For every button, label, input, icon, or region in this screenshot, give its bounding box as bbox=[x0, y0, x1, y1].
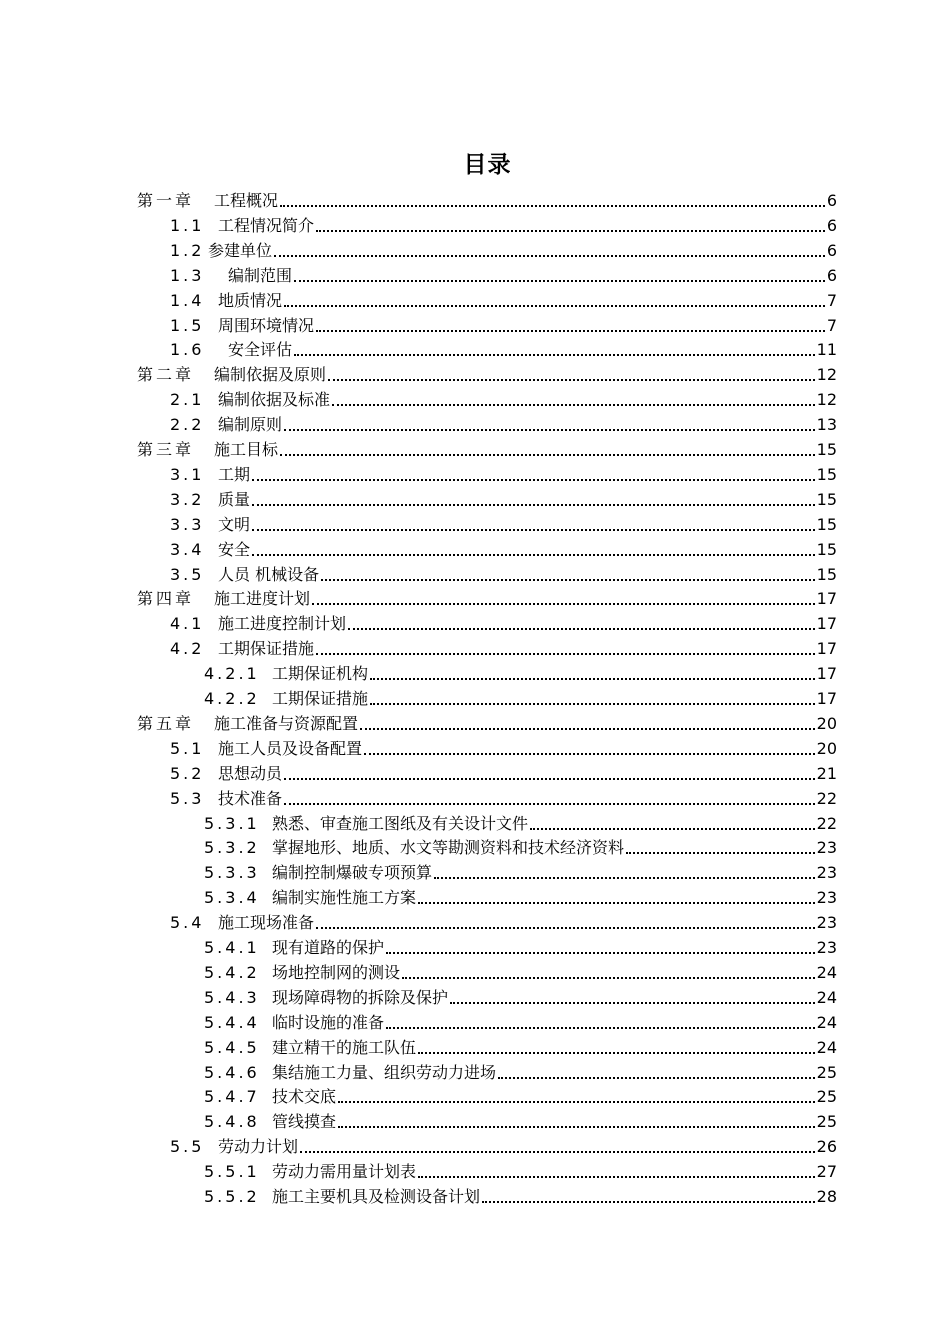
toc-entry-text bbox=[170, 337, 292, 362]
toc-entry-text bbox=[170, 213, 314, 238]
toc-entry-text bbox=[170, 611, 346, 636]
toc-entry-number: 1.2 bbox=[170, 240, 205, 260]
toc-entry-label: 编制控制爆破专项预算 bbox=[272, 863, 433, 883]
toc-entry-label: 编制依据及标准 bbox=[218, 390, 331, 410]
toc-entry-number: 第四章 bbox=[137, 589, 195, 609]
toc-entry[interactable] bbox=[0, 761, 950, 786]
toc-entry-text bbox=[204, 1109, 336, 1134]
toc-entry-page: 15 bbox=[816, 564, 837, 584]
toc-entry-text bbox=[204, 661, 368, 686]
toc-entry-label: 技术准备 bbox=[218, 788, 283, 808]
toc-entry-page: 25 bbox=[816, 1087, 837, 1107]
toc-entry-label: 编制原则 bbox=[218, 415, 283, 435]
toc-entry-page: 15 bbox=[816, 440, 837, 459]
toc-entry-label: 编制依据及原则 bbox=[214, 365, 327, 385]
toc-dot-leader bbox=[321, 562, 815, 587]
toc-entry[interactable] bbox=[0, 213, 950, 238]
toc-entry-page: 26 bbox=[816, 1137, 837, 1157]
toc-entry[interactable] bbox=[0, 437, 950, 462]
toc-entry[interactable] bbox=[0, 1035, 950, 1060]
toc-entry-label: 周围环境情况 bbox=[218, 315, 315, 335]
toc-entry-label: 编制范围 bbox=[228, 265, 293, 285]
toc-entry-page: 22 bbox=[816, 788, 837, 808]
toc-entry-label: 人员 机械设备 bbox=[218, 564, 320, 584]
toc-dot-leader bbox=[498, 1060, 815, 1085]
toc-entry-number: 5.3.1 bbox=[204, 813, 260, 833]
toc-entry-text bbox=[204, 960, 400, 985]
toc-entry-text bbox=[137, 586, 310, 611]
toc-entry-label: 技术交底 bbox=[272, 1087, 337, 1107]
toc-entry-page: 24 bbox=[816, 1037, 837, 1057]
toc-entry-text bbox=[204, 835, 624, 860]
toc-entry[interactable] bbox=[0, 636, 950, 661]
toc-entry-label: 工期保证措施 bbox=[272, 689, 369, 708]
toc-entry-text bbox=[170, 412, 282, 437]
toc-entry-label: 编制实施性施工方案 bbox=[272, 888, 417, 908]
toc-entry-number: 1.6 bbox=[170, 340, 205, 360]
toc-entry-label: 施工人员及设备配置 bbox=[218, 738, 363, 758]
toc-dot-leader bbox=[280, 188, 825, 213]
toc-entry-label: 现场障碍物的拆除及保护 bbox=[272, 987, 449, 1007]
toc-entry-page: 13 bbox=[816, 415, 837, 435]
toc-entry-page: 23 bbox=[816, 938, 837, 957]
toc-entry-label: 文明 bbox=[218, 514, 251, 534]
toc-entry-text bbox=[137, 362, 326, 387]
toc-entry-text bbox=[204, 1184, 480, 1209]
toc-dot-leader bbox=[418, 1035, 815, 1060]
toc-dot-leader bbox=[294, 263, 825, 288]
toc-entry[interactable] bbox=[0, 686, 950, 711]
toc-dot-leader bbox=[530, 811, 815, 836]
toc-entry-label: 劳动力需用量计划表 bbox=[272, 1162, 417, 1182]
toc-entry-page: 22 bbox=[816, 813, 837, 833]
toc-entry[interactable] bbox=[0, 1060, 950, 1085]
toc-entry-page: 21 bbox=[816, 763, 837, 783]
toc-entry-number: 5.4.3 bbox=[204, 987, 260, 1007]
toc-entry-label: 施工现场准备 bbox=[218, 913, 315, 933]
toc-dot-leader bbox=[360, 711, 815, 736]
toc-dot-leader bbox=[338, 1084, 815, 1109]
toc-entry-label: 施工准备与资源配置 bbox=[214, 713, 359, 733]
toc-entry-label: 场地控制网的测设 bbox=[272, 962, 401, 982]
toc-entry-text bbox=[137, 437, 278, 462]
toc-entry-label: 管线摸查 bbox=[272, 1112, 337, 1132]
toc-dot-leader bbox=[274, 238, 825, 263]
toc-entry-number: 5.5.2 bbox=[204, 1187, 260, 1206]
toc-entry[interactable] bbox=[0, 960, 950, 985]
toc-entry-text bbox=[204, 985, 448, 1010]
toc-entry[interactable] bbox=[0, 562, 950, 587]
toc-entry-number: 4.2.1 bbox=[204, 664, 260, 684]
toc-entry-page: 6 bbox=[826, 265, 837, 285]
toc-entry-text bbox=[170, 487, 250, 512]
toc-dot-leader bbox=[450, 985, 815, 1010]
toc-entry-page: 15 bbox=[816, 539, 837, 559]
toc-entry[interactable] bbox=[0, 935, 950, 960]
toc-dot-leader bbox=[418, 1159, 815, 1184]
toc-entry-number: 第五章 bbox=[137, 713, 195, 733]
toc-entry[interactable] bbox=[0, 1159, 950, 1184]
toc-entry-text bbox=[204, 686, 368, 711]
toc-dot-leader bbox=[316, 636, 815, 661]
toc-entry-page: 28 bbox=[816, 1187, 837, 1206]
toc-entry-page: 17 bbox=[816, 589, 837, 609]
toc-dot-leader bbox=[482, 1184, 815, 1209]
toc-entry[interactable] bbox=[0, 362, 950, 387]
toc-dot-leader bbox=[284, 288, 825, 313]
toc-entry-page: 15 bbox=[816, 514, 837, 534]
toc-entry-label: 工程概况 bbox=[214, 191, 279, 210]
toc-dot-leader bbox=[316, 313, 825, 338]
toc-entry-page: 11 bbox=[816, 340, 837, 360]
toc-entry[interactable] bbox=[0, 337, 950, 362]
toc-entry-number: 5.4.5 bbox=[204, 1037, 260, 1057]
toc-entry-label: 集结施工力量、组织劳动力进场 bbox=[272, 1062, 497, 1082]
toc-entry-label: 掌握地形、地质、水文等勘测资料和技术经济资料 bbox=[272, 838, 625, 858]
toc-entry-text bbox=[204, 935, 384, 960]
toc-dot-leader bbox=[434, 860, 815, 885]
toc-entry-label: 思想动员 bbox=[218, 763, 283, 783]
toc-entry-number: 4.2.2 bbox=[204, 689, 260, 708]
toc-entry-number: 第三章 bbox=[137, 440, 195, 459]
toc-dot-leader bbox=[284, 412, 815, 437]
toc-entry-number: 1.4 bbox=[170, 290, 205, 310]
toc-entry-text bbox=[170, 736, 362, 761]
toc-entry-page: 20 bbox=[816, 738, 837, 758]
toc-entry-number: 2.2 bbox=[170, 415, 205, 435]
toc-entry-page: 12 bbox=[816, 365, 837, 385]
toc-dot-leader bbox=[402, 960, 815, 985]
toc-entry-number: 5.5 bbox=[170, 1137, 205, 1157]
toc-dot-leader bbox=[284, 786, 815, 811]
toc-entry-number: 3.3 bbox=[170, 514, 205, 534]
toc-entry-text bbox=[204, 1084, 336, 1109]
toc-dot-leader bbox=[294, 337, 815, 362]
toc-entry[interactable] bbox=[0, 910, 950, 935]
toc-entry-text bbox=[170, 537, 250, 562]
toc-entry-number: 5.4.2 bbox=[204, 962, 260, 982]
toc-entry-number: 5.3.4 bbox=[204, 888, 260, 908]
toc-entry-label: 建立精干的施工队伍 bbox=[272, 1037, 417, 1057]
toc-entry-page: 27 bbox=[816, 1162, 837, 1182]
toc-entry-number: 5.1 bbox=[170, 738, 205, 758]
toc-entry[interactable] bbox=[0, 387, 950, 412]
toc-dot-leader bbox=[280, 437, 815, 462]
toc-entry[interactable] bbox=[0, 537, 950, 562]
toc-entry-label: 劳动力计划 bbox=[218, 1137, 299, 1157]
toc-entry[interactable] bbox=[0, 611, 950, 636]
toc-entry-number: 3.4 bbox=[170, 539, 205, 559]
toc-entry-page: 25 bbox=[816, 1062, 837, 1082]
toc-entry-number: 2.1 bbox=[170, 390, 205, 410]
toc-entry-number: 3.5 bbox=[170, 564, 205, 584]
toc-dot-leader bbox=[386, 1010, 815, 1035]
toc-entry-label: 地质情况 bbox=[218, 290, 283, 310]
toc-entry-page: 7 bbox=[826, 290, 837, 310]
toc-entry-page: 12 bbox=[816, 390, 837, 410]
toc-entry-page: 17 bbox=[816, 664, 837, 684]
toc-dot-leader bbox=[252, 512, 815, 537]
toc-entry[interactable] bbox=[0, 586, 950, 611]
toc-entry-label: 施工进度计划 bbox=[214, 589, 311, 609]
toc-entry[interactable] bbox=[0, 835, 950, 860]
toc-dot-leader bbox=[316, 213, 825, 238]
toc-dot-leader bbox=[300, 1134, 815, 1159]
toc-entry-number: 1.3 bbox=[170, 265, 205, 285]
toc-entry-page: 17 bbox=[816, 689, 837, 708]
toc-entry-text bbox=[170, 562, 319, 587]
toc-entry-text bbox=[170, 462, 250, 487]
toc-entry-label: 工程情况简介 bbox=[218, 215, 315, 235]
toc-entry-number: 第一章 bbox=[137, 191, 195, 210]
toc-entry-text bbox=[170, 1134, 298, 1159]
toc-entry[interactable] bbox=[0, 288, 950, 313]
toc-entry-page: 24 bbox=[816, 987, 837, 1007]
toc-entry[interactable] bbox=[0, 238, 950, 263]
toc-dot-leader bbox=[284, 761, 815, 786]
toc-entry-page: 24 bbox=[816, 962, 837, 982]
toc-entry-number: 5.4.4 bbox=[204, 1012, 260, 1032]
toc-entry-number: 5.4 bbox=[170, 913, 205, 933]
toc-dot-leader bbox=[252, 537, 815, 562]
toc-entry-label: 工期保证措施 bbox=[218, 639, 315, 659]
toc-entry-text bbox=[170, 761, 282, 786]
toc-entry-text bbox=[204, 1035, 416, 1060]
toc-entry[interactable] bbox=[0, 313, 950, 338]
toc-entry-number: 5.4.1 bbox=[204, 938, 260, 957]
toc-entry-text bbox=[137, 711, 358, 736]
toc-entry-page: 6 bbox=[826, 215, 837, 235]
toc-entry[interactable] bbox=[0, 263, 950, 288]
toc-dot-leader bbox=[418, 885, 815, 910]
toc-entry-label: 施工主要机具及检测设备计划 bbox=[272, 1187, 481, 1206]
toc-entry-page: 23 bbox=[816, 888, 837, 908]
toc-entry-text bbox=[204, 1159, 416, 1184]
toc-entry-number: 4.1 bbox=[170, 614, 205, 634]
toc-entry[interactable] bbox=[0, 711, 950, 736]
toc-entry-number: 5.4.8 bbox=[204, 1112, 260, 1132]
toc-entry-text bbox=[170, 387, 330, 412]
toc-entry[interactable] bbox=[0, 412, 950, 437]
toc-entry-page: 25 bbox=[816, 1112, 837, 1132]
toc-entry[interactable] bbox=[0, 860, 950, 885]
toc-entry[interactable] bbox=[0, 811, 950, 836]
toc-entry-number: 5.3.2 bbox=[204, 838, 260, 858]
toc-dot-leader bbox=[252, 487, 815, 512]
toc-entry-number: 5.4.6 bbox=[204, 1062, 260, 1082]
toc-entry[interactable] bbox=[0, 188, 950, 213]
toc-entry-number: 4.2 bbox=[170, 639, 205, 659]
toc-entry[interactable] bbox=[0, 1109, 950, 1134]
toc-dot-leader bbox=[364, 736, 815, 761]
toc-entry[interactable] bbox=[0, 512, 950, 537]
toc-entry[interactable] bbox=[0, 661, 950, 686]
toc-entry[interactable] bbox=[0, 487, 950, 512]
toc-entry-page: 24 bbox=[816, 1012, 837, 1032]
toc-entry-page: 17 bbox=[816, 614, 837, 634]
toc-entry-text bbox=[170, 238, 272, 263]
toc-entry-text bbox=[204, 811, 528, 836]
toc-entry-text bbox=[170, 786, 282, 811]
toc-entry-label: 施工进度控制计划 bbox=[218, 614, 347, 634]
toc-entry-number: 5.3.3 bbox=[204, 863, 260, 883]
toc-entry[interactable] bbox=[0, 885, 950, 910]
toc-entry-number: 1.5 bbox=[170, 315, 205, 335]
toc-entry-label: 安全评估 bbox=[228, 340, 293, 360]
toc-entry-label: 工期保证机构 bbox=[272, 664, 369, 684]
toc-entry-text bbox=[137, 188, 278, 213]
toc-entry-text bbox=[170, 288, 282, 313]
toc-entry-number: 第二章 bbox=[137, 365, 195, 385]
toc-dot-leader bbox=[386, 935, 815, 960]
toc-dot-leader bbox=[316, 910, 815, 935]
toc-entry-number: 5.2 bbox=[170, 763, 205, 783]
toc-entry-text bbox=[170, 636, 314, 661]
toc-entry[interactable] bbox=[0, 736, 950, 761]
toc-dot-leader bbox=[348, 611, 815, 636]
toc-entry-label: 熟悉、审查施工图纸及有关设计文件 bbox=[272, 813, 529, 833]
toc-entry-page: 20 bbox=[816, 713, 837, 733]
toc-entry-text bbox=[204, 1010, 384, 1035]
toc-dot-leader bbox=[370, 686, 815, 711]
toc-entry-label: 质量 bbox=[218, 489, 251, 509]
toc-entry[interactable] bbox=[0, 1084, 950, 1109]
toc-entry-text bbox=[204, 1060, 496, 1085]
toc-entry-page: 6 bbox=[826, 191, 837, 210]
toc-dot-leader bbox=[328, 362, 815, 387]
toc-entry-number: 3.2 bbox=[170, 489, 205, 509]
toc-entry-text bbox=[204, 860, 432, 885]
toc-entry-text bbox=[170, 313, 314, 338]
toc-entry[interactable] bbox=[0, 985, 950, 1010]
toc-entry-page: 17 bbox=[816, 639, 837, 659]
toc-entry[interactable] bbox=[0, 1010, 950, 1035]
toc-entry[interactable] bbox=[0, 786, 950, 811]
toc-entry-text bbox=[170, 910, 314, 935]
toc-dot-leader bbox=[338, 1109, 815, 1134]
toc-entry-label: 工期 bbox=[218, 464, 251, 484]
toc-entry-page: 23 bbox=[816, 863, 837, 883]
toc-entry-label: 施工目标 bbox=[214, 440, 279, 459]
toc-entry-number: 5.3 bbox=[170, 788, 205, 808]
toc-entry[interactable] bbox=[0, 1184, 950, 1209]
toc-entry-label: 安全 bbox=[218, 539, 251, 559]
toc-entry-label: 临时设施的准备 bbox=[272, 1012, 385, 1032]
toc-dot-leader bbox=[332, 387, 815, 412]
toc-entry-label: 现有道路的保护 bbox=[272, 938, 385, 957]
toc-dot-leader bbox=[252, 462, 815, 487]
toc-entry-number: 1.1 bbox=[170, 215, 205, 235]
toc-dot-leader bbox=[312, 586, 815, 611]
toc-entry[interactable] bbox=[0, 1134, 950, 1159]
toc-dot-leader bbox=[626, 835, 815, 860]
toc-entry-page: 15 bbox=[816, 464, 837, 484]
toc-entry-label: 参建单位 bbox=[208, 240, 273, 260]
toc-entry-page: 15 bbox=[816, 489, 837, 509]
toc-title: 目录 bbox=[463, 152, 512, 178]
toc-entry-text bbox=[170, 512, 250, 537]
toc-entry-page: 23 bbox=[816, 838, 837, 858]
toc-entry-page: 23 bbox=[816, 913, 837, 933]
toc-dot-leader bbox=[370, 661, 815, 686]
toc-entry-text bbox=[170, 263, 292, 288]
toc-entry-page: 7 bbox=[826, 315, 837, 335]
toc-entry[interactable] bbox=[0, 462, 950, 487]
toc-entry-number: 3.1 bbox=[170, 464, 205, 484]
toc-entry-number: 5.4.7 bbox=[204, 1087, 260, 1107]
toc-entry-number: 5.5.1 bbox=[204, 1162, 260, 1182]
toc-entry-page: 6 bbox=[826, 240, 837, 260]
toc-entry-text bbox=[204, 885, 416, 910]
